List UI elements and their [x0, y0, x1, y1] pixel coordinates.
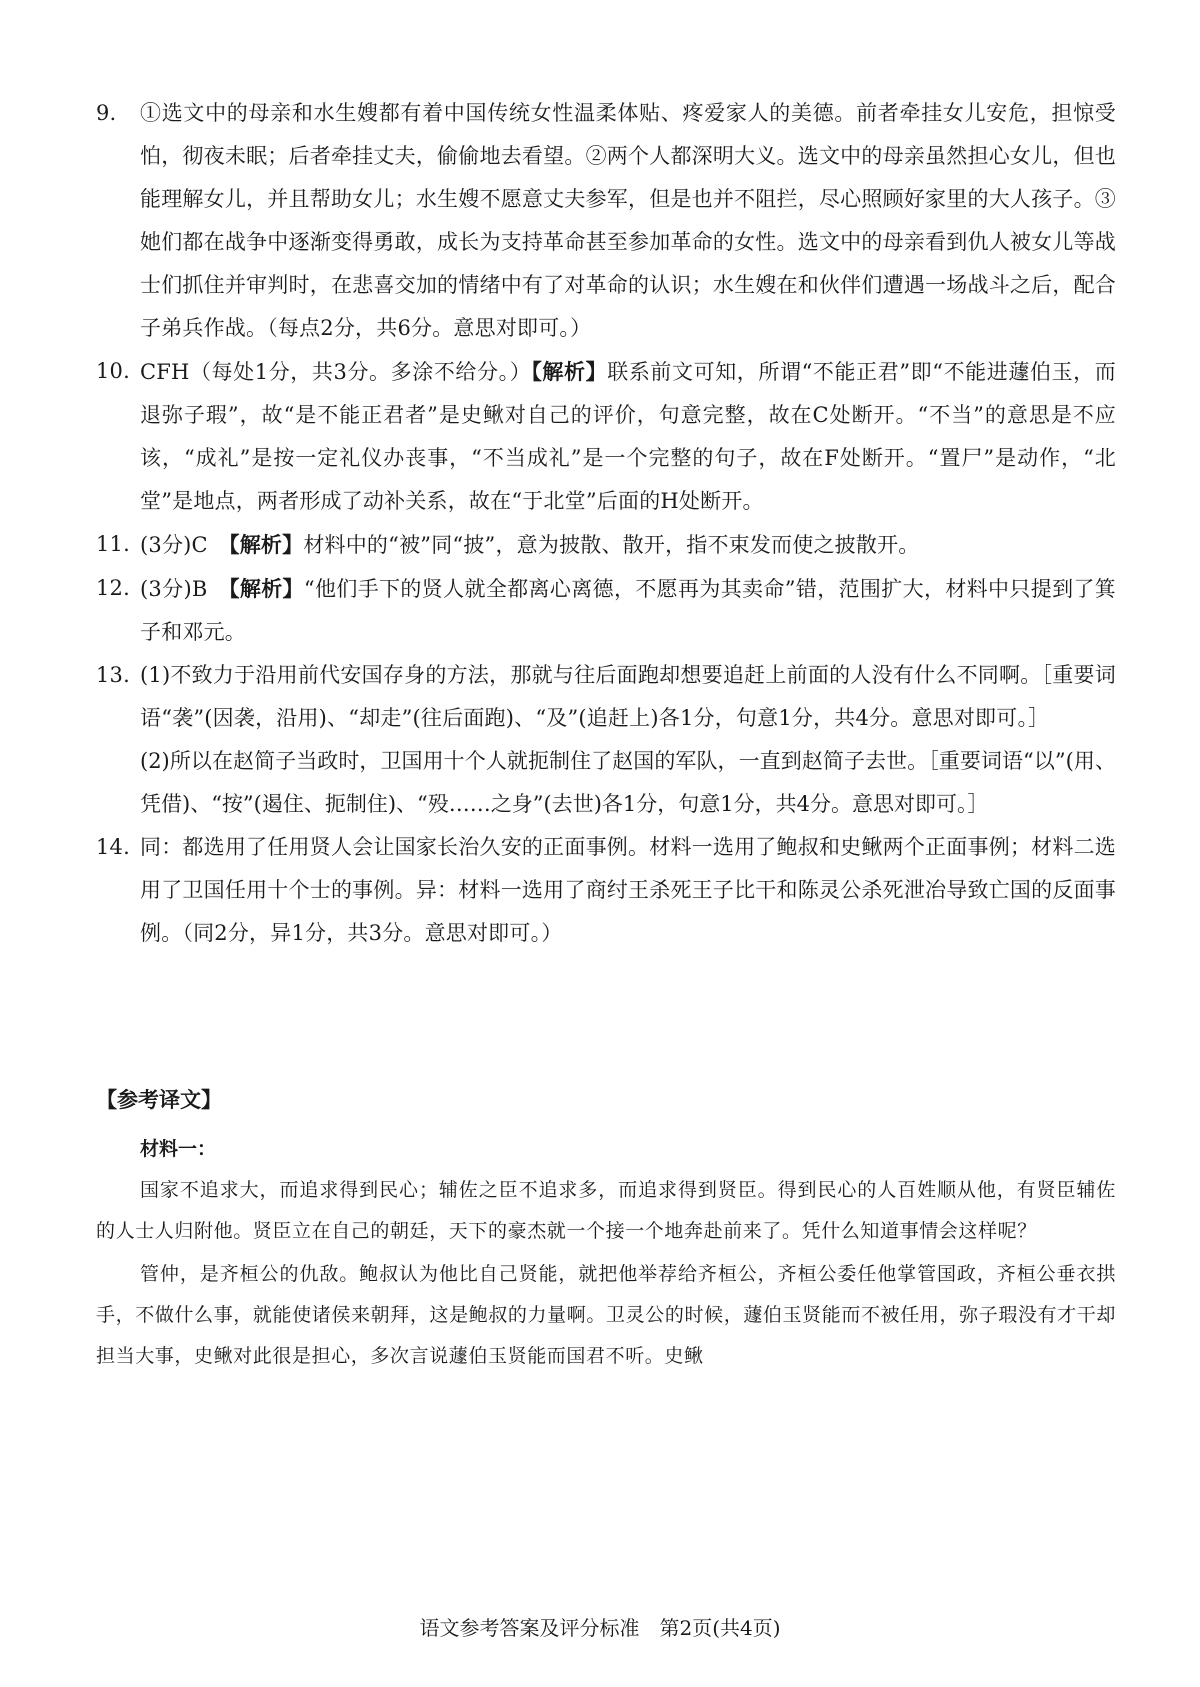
answer-text-part-2: (2)所以在赵简子当政时，卫国用十个人就扼制住了赵国的军队，一直到赵简子去世。［重要词语“以”(用、凭借)、“按”(遏住、扼制住)、“殁……之身”(去世)各1分，句意1分，共4分。意思对即可。］ — [140, 749, 1116, 816]
analysis-label: 【解析】 — [229, 532, 304, 557]
analysis-text: “他们手下的贤人就全都离心离德，不愿再为其卖命”错，范围扩大，材料中只提到了箕子和邓元。 — [140, 577, 1116, 644]
answer-item-14 — [96, 826, 1116, 955]
page-footer: 语文参考答案及评分标准 第2页(共4页) — [419, 1616, 781, 1640]
answer-text: 同：都选用了任用贤人会让国家长治久安的正面事例。材料一选用了鲍叔和史鳅两个正面事例；材料二选用了卫国任用十个士的事例。异：材料一选用了商纣王杀死王子比干和陈灵公杀死泄冶导致亡国的反面事例。（同2分，异1分，共3分。意思对即可。） — [140, 835, 1116, 945]
answer-list — [96, 92, 1116, 955]
answer-number: 10. — [96, 359, 130, 383]
translation-block — [96, 1130, 1116, 1377]
analysis-label: 【解析】 — [229, 576, 304, 601]
analysis-text: 联系前文可知，所谓“不能正君”即“不能进蘧伯玉，而退弥子瑕”，故“是不能正君者”是史鳅对自己的评价，句意完整，故在C处断开。“不当”的意思是不应该，“成礼”是按一定礼仪办丧事，“不当成礼”是一个完整的句子，故在F处断开。“置尸”是动作，“北堂”是地点，两者形成了动补关系，故在“于北堂”后面的H处断开。 — [140, 360, 1116, 513]
answer-number: 13. — [96, 663, 130, 687]
answer-item-13 — [96, 654, 1116, 740]
answer-number: 12. — [96, 576, 130, 600]
answer-number: 11. — [96, 532, 130, 556]
answer-text: (3分)B — [140, 577, 229, 601]
answer-number: 9. — [96, 101, 117, 125]
answer-item-10 — [96, 350, 1116, 523]
answer-item-12 — [96, 567, 1116, 654]
answer-item-9 — [96, 92, 1116, 350]
answer-text-part-1: (1)不致力于沿用前代安国存身的方法，那就与往后面跑却想要追赶上前面的人没有什么不同啊。［重要词语“袭”(因袭，沿用)、“却走”(往后面跑)、“及”(追赶上)各1分，句意1分，共4分。意思对即可。］ — [140, 663, 1116, 730]
answer-item-11 — [96, 523, 1116, 567]
translation-paragraph: 国家不追求大，而追求得到民心；辅佐之臣不追求多，而追求得到贤臣。得到民心的人百姓顺从他，有贤臣辅佐的人士人归附他。贤臣立在自己的朝廷，天下的豪杰就一个接一个地奔赴前来了。凭什么知道事情会这样呢？ — [96, 1179, 1116, 1242]
section-title: 【参考译文】 — [96, 1088, 222, 1112]
translation-paragraph: 管仲，是齐桓公的仇敌。鲍叔认为他比自己贤能，就把他举荐给齐桓公，齐桓公委任他掌管国政，齐桓公垂衣拱手，不做什么事，就能使诸侯来朝拜，这是鲍叔的力量啊。卫灵公的时候，蘧伯玉贤能而不被任用，弥子瑕没有才干却担当大事，史鳅对此很是担心，多次言说蘧伯玉贤能而国君不听。史鳅 — [96, 1263, 1116, 1367]
analysis-text: 材料中的“被”同“披”，意为披散、散开，指不束发而使之披散开。 — [303, 533, 920, 557]
material-title: 材料一： — [140, 1138, 217, 1160]
answer-text: CFH（每处1分，共3分。多涂不给分。） — [140, 360, 532, 384]
answer-number: 14. — [96, 835, 130, 859]
answer-text: (3分)C — [140, 533, 230, 557]
answer-text: ①选文中的母亲和水生嫂都有着中国传统女性温柔体贴、疼爱家人的美德。前者牵挂女儿安危，担惊受怕，彻夜未眠；后者牵挂丈夫，偷偷地去看望。②两个人都深明大义。选文中的母亲虽然担心女儿，但也能理解女儿，并且帮助女儿；水生嫂不愿意丈夫参军，但是也并不阻拦，尽心照顾好家里的大人孩子。③她们都在战争中逐渐变得勇敢，成长为支持革命甚至参加革命的女性。选文中的母亲看到仇人被女儿等战士们抓住并审判时，在悲喜交加的情绪中有了对革命的认识；水生嫂在和伙伴们遭遇一场战斗之后，配合子弟兵作战。（每点2分，共6分。意思对即可。） — [140, 101, 1116, 340]
analysis-label: 【解析】 — [531, 359, 608, 384]
